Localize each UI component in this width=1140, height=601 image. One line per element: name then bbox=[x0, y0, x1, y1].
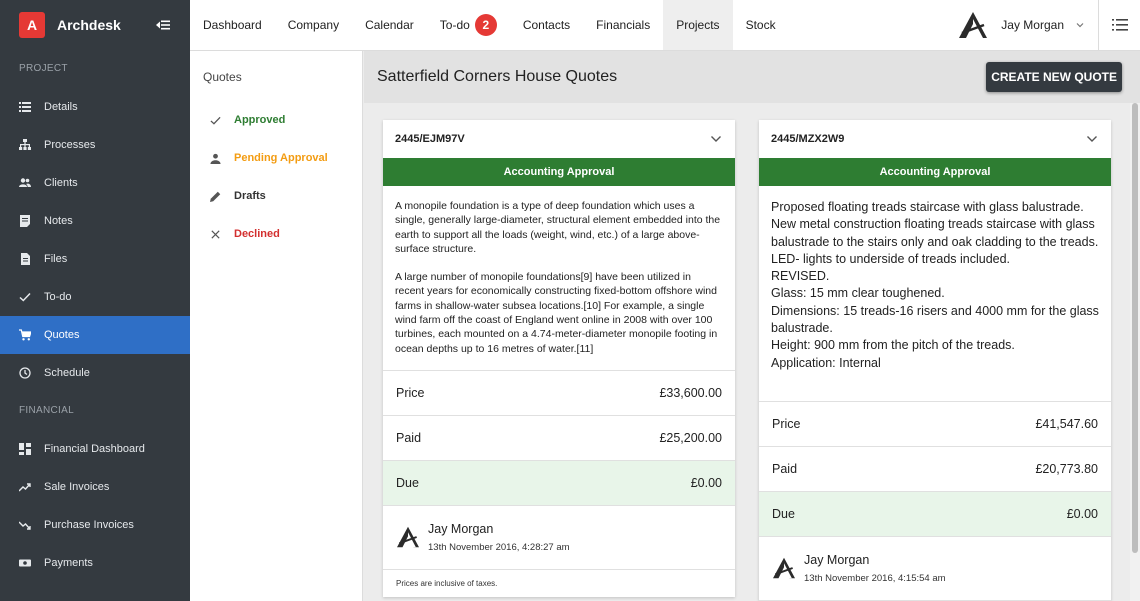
sidebar-item-label: Files bbox=[44, 253, 68, 265]
tab-financials[interactable]: Financials bbox=[596, 18, 651, 32]
quote-author bbox=[383, 506, 735, 570]
quote-card-header[interactable] bbox=[759, 120, 1111, 158]
tab-label: To-do bbox=[439, 18, 470, 32]
list-menu-icon bbox=[1112, 18, 1128, 32]
quote-status-banner: Accounting Approval bbox=[383, 158, 735, 186]
brand-name[interactable]: Archdesk bbox=[57, 17, 121, 33]
chevron-down-icon bbox=[1076, 20, 1084, 30]
description-line: Dimensions: 15 treads-16 risers and 4000 mm for the glass balustrade. bbox=[771, 303, 1099, 336]
collapse-icon[interactable] bbox=[156, 18, 170, 33]
quote-card bbox=[759, 120, 1111, 601]
main-scrollbar[interactable] bbox=[1130, 103, 1140, 601]
description-text bbox=[771, 199, 1099, 372]
price-label: Price bbox=[396, 385, 425, 400]
money-icon bbox=[19, 557, 31, 569]
author-date: 13th November 2016, 4:15:54 am bbox=[804, 572, 946, 584]
check-icon bbox=[19, 291, 31, 303]
sidebar-item-sale-invoices[interactable] bbox=[0, 468, 190, 506]
pencil-icon bbox=[209, 191, 221, 202]
sidebar-item-quotes[interactable] bbox=[0, 316, 190, 354]
description-line: REVISED. bbox=[771, 269, 830, 284]
sidebar-item-notes[interactable] bbox=[0, 202, 190, 240]
todo-count-badge: 2 bbox=[475, 14, 497, 36]
author-date: 13th November 2016, 4:28:27 am bbox=[428, 541, 570, 553]
quote-author bbox=[759, 537, 1111, 601]
due-row bbox=[383, 461, 735, 506]
dashboard-icon bbox=[19, 443, 31, 455]
author-info bbox=[428, 522, 570, 553]
description-line: Application: Internal bbox=[771, 355, 881, 370]
due-value: £0.00 bbox=[1066, 506, 1098, 521]
company-logo-icon bbox=[958, 11, 988, 39]
create-new-quote-button[interactable]: CREATE NEW QUOTE bbox=[986, 62, 1122, 92]
sidebar-item-financial-dashboard[interactable] bbox=[0, 430, 190, 468]
sidebar-item-label: Sale Invoices bbox=[44, 481, 110, 493]
price-row bbox=[759, 402, 1111, 447]
price-value: £33,600.00 bbox=[659, 385, 722, 400]
sidebar-item-to-do[interactable] bbox=[0, 278, 190, 316]
author-name: Jay Morgan bbox=[428, 521, 494, 536]
company-logo-icon bbox=[772, 557, 796, 579]
filter-approved[interactable] bbox=[190, 101, 362, 139]
main-content bbox=[364, 51, 1140, 601]
paid-label: Paid bbox=[772, 461, 798, 476]
user-menu[interactable] bbox=[958, 0, 1098, 50]
sidebar-item-label: Processes bbox=[44, 139, 96, 151]
sidebar-item-label: Details bbox=[44, 101, 78, 113]
due-label: Due bbox=[396, 475, 419, 490]
price-row bbox=[383, 371, 735, 416]
sidebar-item-label: To-do bbox=[44, 291, 72, 303]
top-navigation bbox=[190, 0, 1140, 51]
tab-calendar[interactable]: Calendar bbox=[365, 18, 414, 32]
sidebar-item-files[interactable] bbox=[0, 240, 190, 278]
note-icon bbox=[19, 215, 31, 227]
paid-value: £20,773.80 bbox=[1035, 461, 1098, 476]
archdesk-logo[interactable]: A bbox=[19, 12, 45, 38]
sidebar-item-label: Financial Dashboard bbox=[44, 443, 145, 455]
description-line: New metal construction floating treads staircase with glass balustrade to the stairs only and oak cladding to the treads. LED- lights to underside of treads included. bbox=[771, 217, 1099, 266]
tab-contacts[interactable]: Contacts bbox=[522, 18, 571, 32]
chevron-down-icon[interactable] bbox=[709, 132, 723, 146]
quote-description bbox=[383, 186, 735, 371]
sidebar-item-label: Payments bbox=[44, 557, 93, 569]
quotes-filter-panel bbox=[190, 51, 363, 601]
sidebar-item-label: Clients bbox=[44, 177, 78, 189]
price-label: Price bbox=[772, 416, 801, 431]
company-logo-icon bbox=[396, 526, 420, 548]
sidebar-item-processes[interactable] bbox=[0, 126, 190, 164]
sidebar-item-label: Notes bbox=[44, 215, 73, 227]
list-icon bbox=[19, 101, 31, 113]
filter-title: Quotes bbox=[203, 70, 242, 84]
paid-label: Paid bbox=[396, 430, 422, 445]
brand-bar bbox=[0, 0, 190, 50]
sidebar-item-details[interactable] bbox=[0, 88, 190, 126]
filter-drafts[interactable] bbox=[190, 177, 362, 215]
filter-label: Drafts bbox=[234, 190, 266, 202]
filter-label: Approved bbox=[234, 114, 286, 126]
sidebar-section-financial: FINANCIAL bbox=[19, 405, 74, 416]
paid-row bbox=[383, 416, 735, 461]
sidebar-item-purchase-invoices[interactable] bbox=[0, 506, 190, 544]
nav-spacer bbox=[789, 0, 959, 50]
sidebar-item-payments[interactable] bbox=[0, 544, 190, 582]
close-icon bbox=[209, 229, 221, 240]
scrollbar-thumb[interactable] bbox=[1132, 103, 1138, 553]
description-paragraph: A monopile foundation is a type of deep foundation which uses a single, generally large-diameter, structural element embedded into the earth to support all the loads (weight, wind, etc.) of a large above-surface structure. bbox=[395, 200, 721, 255]
tab-stock[interactable]: Stock bbox=[745, 18, 776, 32]
user-icon bbox=[209, 153, 221, 164]
quote-card bbox=[383, 120, 735, 597]
users-icon bbox=[19, 177, 31, 189]
description-line: Proposed floating treads staircase with glass balustrade. bbox=[771, 200, 1084, 214]
page-title: Satterfield Corners House Quotes bbox=[377, 68, 618, 85]
sidebar-item-label: Schedule bbox=[44, 367, 90, 379]
sitemap-icon bbox=[19, 139, 31, 151]
due-row bbox=[759, 492, 1111, 537]
quote-card-header[interactable] bbox=[383, 120, 735, 158]
list-menu-button[interactable] bbox=[1098, 0, 1140, 50]
main-header bbox=[364, 51, 1140, 103]
tab-dashboard[interactable]: Dashboard bbox=[203, 18, 262, 32]
tab-to-do[interactable] bbox=[427, 0, 510, 50]
author-info bbox=[804, 553, 946, 584]
price-value: £41,547.60 bbox=[1035, 416, 1098, 431]
sidebar-item-label: Quotes bbox=[44, 329, 80, 341]
quote-description bbox=[759, 186, 1111, 402]
author-name: Jay Morgan bbox=[804, 552, 870, 567]
trend-down-icon bbox=[19, 519, 31, 531]
clock-icon bbox=[19, 367, 31, 379]
description-line: Height: 900 mm from the pitch of the treads. bbox=[771, 338, 1015, 353]
paid-row bbox=[759, 447, 1111, 492]
trend-up-icon bbox=[19, 481, 31, 493]
user-name: Jay Morgan bbox=[1001, 18, 1064, 32]
due-value: £0.00 bbox=[690, 475, 722, 490]
sidebar-item-label: Purchase Invoices bbox=[44, 519, 134, 531]
filter-label: Pending Approval bbox=[234, 152, 328, 164]
file-icon bbox=[19, 253, 31, 265]
sidebar-section-project: PROJECT bbox=[19, 63, 68, 74]
description-paragraph: A large number of monopile foundations[9] have been utilized in recent years for economically constructing fixed-bottom offshore wind farms in shallow-water subsea locations.[10] For example, a single wind farm off the coast of England went online in 2008 with over 100 turbines, each mounted on a 4.74-meter-diameter monopile footing in ocean depths up to 16 metres of water.[11] bbox=[395, 271, 718, 355]
quote-status-banner: Accounting Approval bbox=[759, 158, 1111, 186]
sidebar-item-clients[interactable] bbox=[0, 164, 190, 202]
cart-icon bbox=[19, 329, 31, 341]
tab-projects[interactable]: Projects bbox=[663, 0, 732, 50]
description-line: Glass: 15 mm clear toughened. bbox=[771, 286, 945, 301]
filter-pending-approval[interactable] bbox=[190, 139, 362, 177]
sidebar-item-schedule[interactable] bbox=[0, 354, 190, 392]
due-label: Due bbox=[772, 506, 795, 521]
paid-value: £25,200.00 bbox=[659, 430, 722, 445]
check-icon bbox=[209, 115, 221, 126]
filter-label: Declined bbox=[234, 228, 280, 240]
quote-reference: 2445/MZX2W9 bbox=[771, 133, 845, 145]
chevron-down-icon[interactable] bbox=[1085, 132, 1099, 146]
tab-company[interactable]: Company bbox=[287, 18, 340, 32]
filter-declined[interactable] bbox=[190, 215, 362, 253]
tax-footnote: Prices are inclusive of taxes. bbox=[396, 578, 498, 588]
quote-reference: 2445/EJM97V bbox=[395, 133, 465, 145]
sidebar bbox=[0, 0, 190, 601]
